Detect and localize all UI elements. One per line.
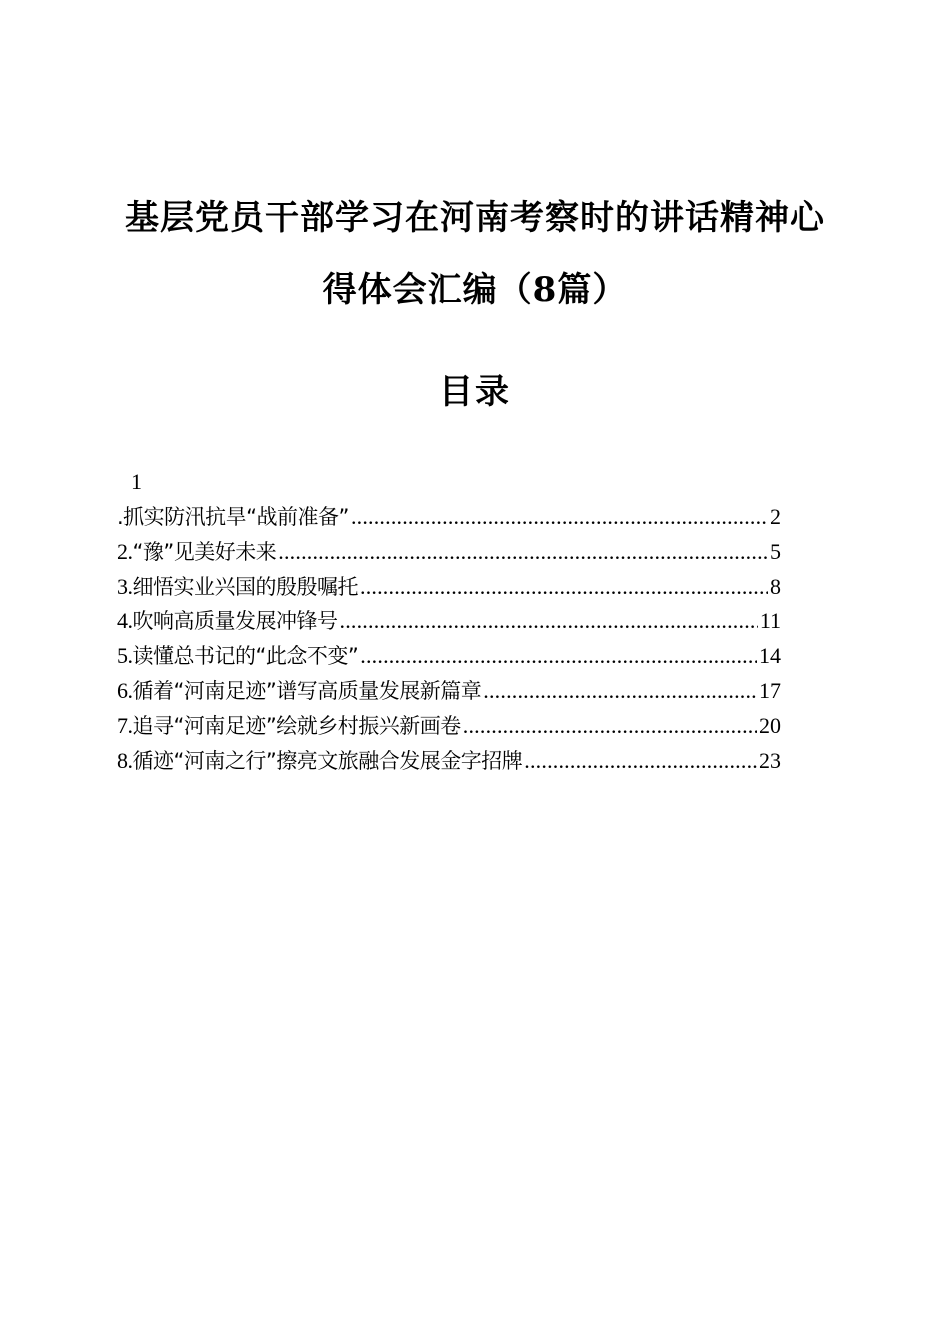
document-title-line-1: 基层党员干部学习在河南考察时的讲话精神心 xyxy=(125,198,825,238)
toc-entry-number: 5. xyxy=(117,643,133,669)
toc-entry-title: 吹响高质量发展冲锋号 xyxy=(132,609,338,634)
toc-dot-leader xyxy=(360,570,768,604)
toc-entry-page: 23 xyxy=(759,747,781,773)
toc-entry[interactable] xyxy=(117,500,781,535)
toc-entry-title: 细悟实业兴国的殷殷嘱托 xyxy=(132,574,358,599)
toc-entry-number: 8. xyxy=(117,747,133,773)
toc-entry-label xyxy=(117,604,338,638)
toc-entry-page: 14 xyxy=(759,643,781,669)
document-title-line-2: 得体会汇编（8篇） xyxy=(322,270,628,310)
toc-heading: 目录 xyxy=(439,372,511,412)
toc-entry-title: 循迹“河南之行”擦亮文旅融合发展金字招牌 xyxy=(132,748,523,773)
toc-entry-page: 20 xyxy=(759,712,781,738)
toc-entry-page: 5 xyxy=(770,538,781,564)
toc-entry-page: 17 xyxy=(759,677,781,703)
toc-entry-page: 8 xyxy=(770,573,781,599)
toc-dot-leader xyxy=(483,674,757,708)
toc-entry-title: “豫”见美好未来 xyxy=(132,539,277,564)
table-of-contents xyxy=(117,500,781,778)
toc-entry-label xyxy=(117,674,481,708)
toc-entry-label xyxy=(117,744,522,778)
toc-entry-title: 追寻“河南足迹”绘就乡村振兴新画卷 xyxy=(132,713,461,738)
toc-dot-leader xyxy=(340,604,758,638)
toc-entry-label xyxy=(117,639,358,673)
toc-entry-label xyxy=(117,500,349,534)
toc-dot-leader xyxy=(351,500,768,534)
toc-entry[interactable] xyxy=(117,674,781,709)
toc-entry[interactable] xyxy=(117,709,781,744)
toc-entry-label xyxy=(117,709,461,743)
toc-dot-leader xyxy=(463,709,757,743)
toc-entry[interactable] xyxy=(117,744,781,779)
toc-entry-number: 4. xyxy=(117,608,133,634)
toc-dot-leader xyxy=(360,639,757,673)
toc-entry-page: 2 xyxy=(770,504,781,529)
toc-entry[interactable] xyxy=(117,535,781,570)
toc-entry[interactable] xyxy=(117,570,781,605)
toc-entry[interactable] xyxy=(117,604,781,639)
toc-entry-title: 读懂总书记的“此念不变” xyxy=(132,644,359,669)
toc-entry-title: .抓实防汛抗旱“战前准备” xyxy=(117,505,349,529)
toc-entry-number: 2. xyxy=(117,538,133,564)
toc-entry-label xyxy=(117,570,358,604)
toc-entry-title: 循着“河南足迹”谱写高质量发展新篇章 xyxy=(132,678,482,703)
toc-first-entry-number: 1 xyxy=(131,469,142,494)
toc-entry-number: 3. xyxy=(117,573,133,599)
toc-dot-leader xyxy=(524,744,757,778)
toc-entry-label xyxy=(117,535,276,569)
toc-entry-number: 6. xyxy=(117,677,133,703)
toc-entry[interactable] xyxy=(117,639,781,674)
toc-entry-number: 7. xyxy=(117,712,133,738)
toc-dot-leader xyxy=(278,535,768,569)
toc-entry-page: 11 xyxy=(759,608,781,634)
